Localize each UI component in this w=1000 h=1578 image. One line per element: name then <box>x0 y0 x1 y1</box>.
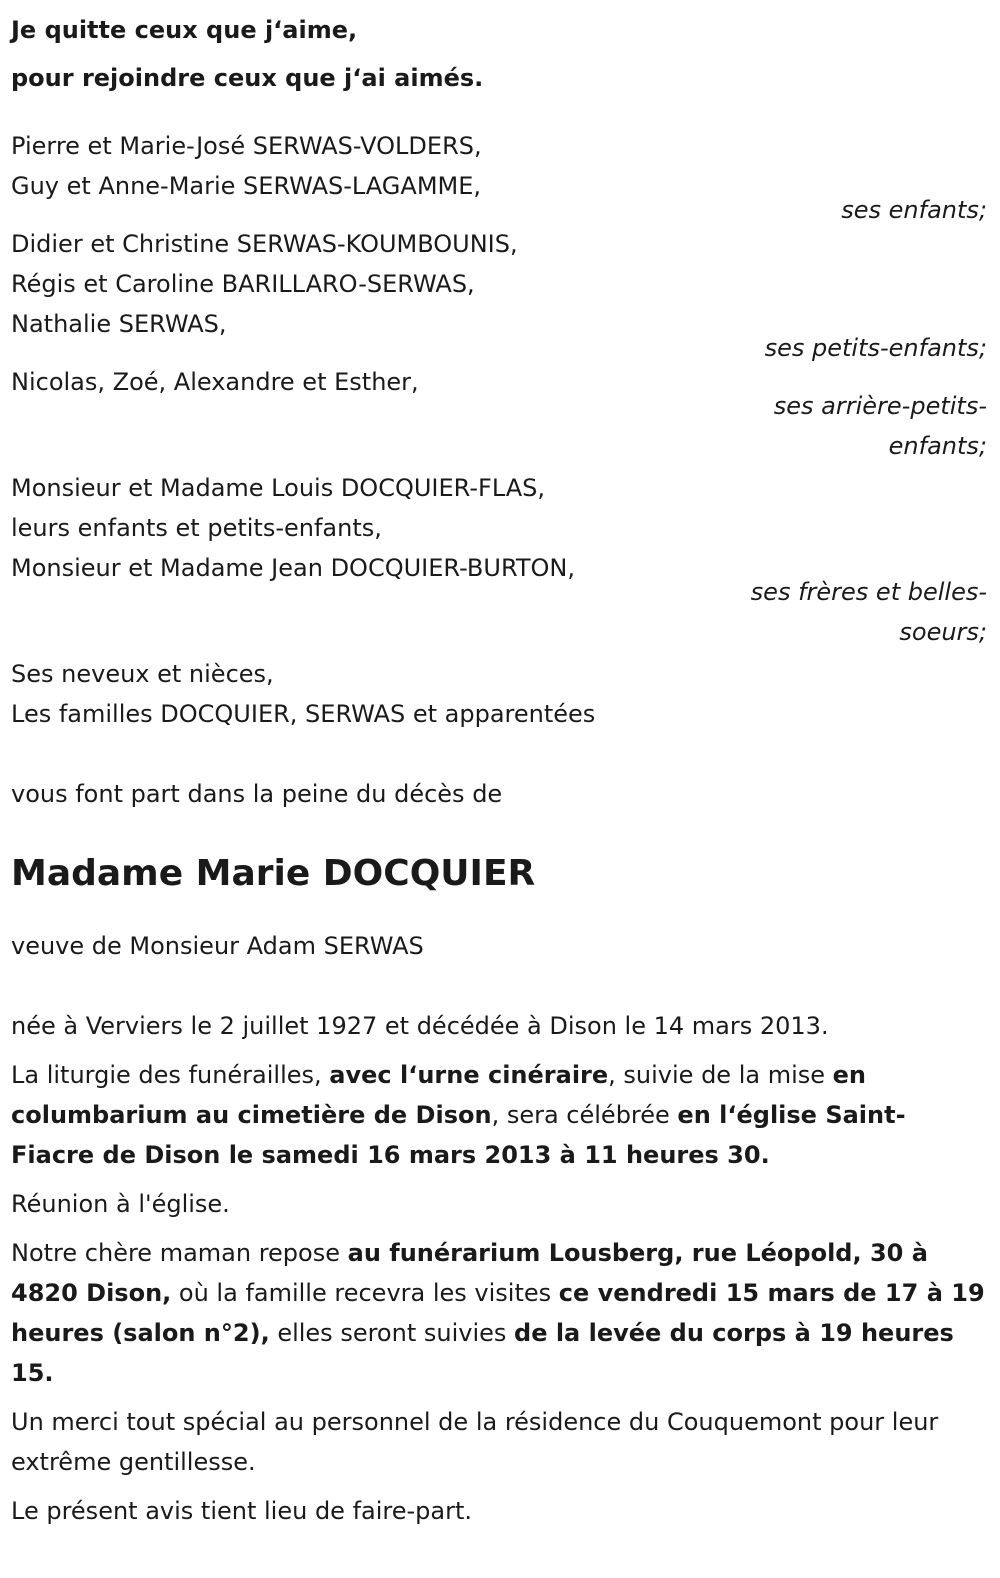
family-name-line: Guy et Anne-Marie SERWAS-LAGAMME, <box>11 172 482 200</box>
obituary-notice <box>11 6 987 1540</box>
family-name-line: Régis et Caroline BARILLARO-SERWAS, <box>11 270 475 298</box>
family-name-line: Les familles DOCQUIER, SERWAS et apparentées <box>11 700 596 728</box>
family-name-line: Didier et Christine SERWAS-KOUMBOUNIS, <box>11 230 518 258</box>
relation-label: ses enfants; <box>841 196 987 224</box>
funerarium-emphasis: de la levée du corps à 19 heures 15. <box>11 1319 954 1387</box>
liturgy-paragraph <box>11 1055 987 1175</box>
funerarium-text: Notre chère maman repose <box>11 1239 348 1267</box>
announcement-text: vous font part dans la peine du décès de <box>11 780 503 808</box>
siblings-block <box>11 468 987 652</box>
relation-label: ses arrière-petits- <box>773 392 987 420</box>
funerarium-text: où la famille recevra les visites <box>171 1279 559 1307</box>
liturgy-emphasis: en columbarium au cimetière de Dison <box>11 1061 867 1129</box>
relation-label: enfants; <box>888 432 987 460</box>
reunion-text: Réunion à l'église. <box>11 1190 230 1218</box>
epitaph-line: Je quitte ceux que j‘aime, <box>11 16 358 44</box>
funerarium-text: elles seront suivies <box>269 1319 515 1347</box>
grandchildren-block <box>11 224 987 368</box>
widow-of-text: veuve de Monsieur Adam SERWAS <box>11 932 424 960</box>
family-name-line: Pierre et Marie-José SERWAS-VOLDERS, <box>11 132 482 160</box>
others-block <box>11 654 987 734</box>
liturgy-text: , sera célébrée <box>491 1101 678 1129</box>
epitaph-line: pour rejoindre ceux que j‘ai aimés. <box>11 64 484 92</box>
children-block <box>11 126 987 230</box>
family-name-line: leurs enfants et petits-enfants, <box>11 514 382 542</box>
deceased-name: Madame Marie DOCQUIER <box>11 853 536 894</box>
funerarium-emphasis: ce vendredi 15 mars de 17 à 19 heures (salon n°2), <box>11 1279 985 1347</box>
family-name-line: Monsieur et Madame Louis DOCQUIER-FLAS, <box>11 474 546 502</box>
liturgy-emphasis: avec l‘urne cinéraire <box>329 1061 609 1089</box>
relation-label: ses petits-enfants; <box>764 334 987 362</box>
thanks-text: Un merci tout spécial au personnel de la résidence du Couquemont pour leur extrême gentillesse. <box>11 1408 939 1476</box>
family-name-line: Monsieur et Madame Jean DOCQUIER-BURTON, <box>11 554 575 582</box>
birth-death-text: née à Verviers le 2 juillet 1927 et décédée à Dison le 14 mars 2013. <box>11 1012 829 1040</box>
epitaph <box>11 6 987 102</box>
liturgy-text: , suivie de la mise <box>608 1061 833 1089</box>
family-name-line: Ses neveux et nièces, <box>11 660 274 688</box>
funerarium-emphasis: au funérarium Lousberg, rue Léopold, 30 à 4820 Dison, <box>11 1239 928 1307</box>
closing-text: Le présent avis tient lieu de faire-part. <box>11 1497 473 1525</box>
liturgy-emphasis: en l‘église Saint-Fiacre de Dison le samedi 16 mars 2013 à 11 heures 30. <box>11 1101 906 1169</box>
great-grandchildren-block <box>11 362 987 466</box>
relation-label: ses frères et belles- <box>750 578 987 606</box>
funerarium-paragraph <box>11 1233 987 1393</box>
liturgy-text: La liturgie des funérailles, <box>11 1061 330 1089</box>
family-name-line: Nicolas, Zoé, Alexandre et Esther, <box>11 368 419 396</box>
family-name-line: Nathalie SERWAS, <box>11 310 227 338</box>
relation-label: soeurs; <box>899 618 987 646</box>
